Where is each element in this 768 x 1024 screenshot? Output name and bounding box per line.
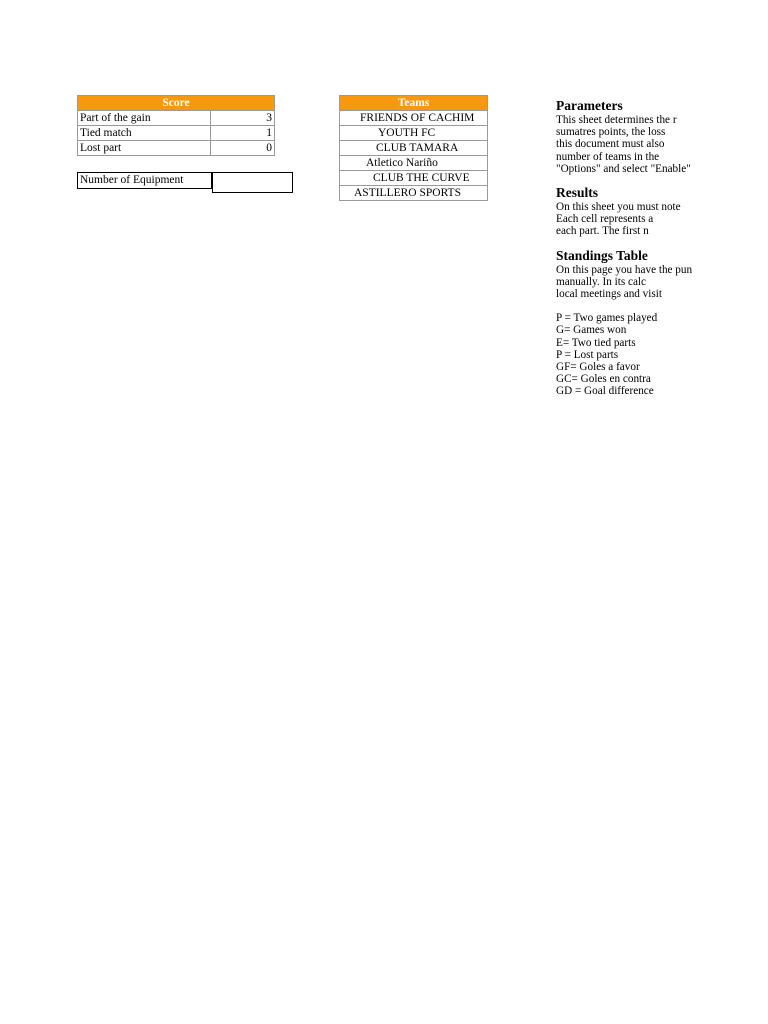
info-line: sumatres points, the loss xyxy=(556,126,666,139)
team-cell[interactable]: CLUB TAMARA xyxy=(340,141,488,156)
info-line: On this page you have the pun xyxy=(556,263,693,276)
score-header: Score xyxy=(78,96,275,111)
score-row-label[interactable]: Tied match xyxy=(78,126,211,141)
info-line: local meetings and visit xyxy=(556,288,662,301)
equipment-label: Number of Equipment xyxy=(77,172,212,189)
score-row-value[interactable]: 1 xyxy=(211,126,275,141)
info-line: This sheet determines the r xyxy=(556,114,677,126)
team-cell[interactable]: Atletico Nariño xyxy=(340,156,488,171)
teams-header: Teams xyxy=(340,96,488,111)
info-line: this document must also xyxy=(556,138,665,151)
score-row-label[interactable]: Part of the gain xyxy=(78,111,211,126)
legend-line: P = Lost parts xyxy=(556,348,619,361)
team-cell[interactable]: YOUTH FC xyxy=(340,126,488,141)
team-cell[interactable]: ASTILLERO SPORTS xyxy=(340,186,488,201)
info-line: "Options" and select "Enable" xyxy=(556,162,691,175)
legend-line: G= Games won xyxy=(556,324,627,337)
score-table xyxy=(77,95,275,156)
standings-heading: Standings Table xyxy=(556,247,648,263)
legend-line: P = Two games played xyxy=(556,312,658,325)
score-row-value[interactable]: 0 xyxy=(211,141,275,156)
info-panel xyxy=(556,98,746,398)
score-row-label[interactable]: Lost part xyxy=(78,141,211,156)
equipment-input[interactable] xyxy=(212,172,293,193)
teams-table xyxy=(339,95,488,201)
score-row-value[interactable]: 3 xyxy=(211,111,275,126)
legend-line: GC= Goles en contra xyxy=(556,373,651,386)
legend-line: GF= Goles a favor xyxy=(556,361,640,374)
score-row xyxy=(78,141,275,156)
results-heading: Results xyxy=(556,185,599,201)
info-line: each part. The first n xyxy=(556,225,649,238)
score-row xyxy=(78,126,275,141)
info-line: manually. In its calc xyxy=(556,275,646,288)
team-cell[interactable]: CLUB THE CURVE xyxy=(340,171,488,186)
legend-line: GD = Goal difference xyxy=(556,385,654,398)
info-line: Each cell represents a xyxy=(556,213,654,226)
info-line: number of teams in the xyxy=(556,150,660,163)
score-row xyxy=(78,111,275,126)
legend-line: E= Two tied parts xyxy=(556,336,636,349)
parameters-heading: Parameters xyxy=(556,98,623,113)
info-line: On this sheet you must note xyxy=(556,201,681,214)
team-cell[interactable]: FRIENDS OF CACHIM xyxy=(340,111,488,126)
